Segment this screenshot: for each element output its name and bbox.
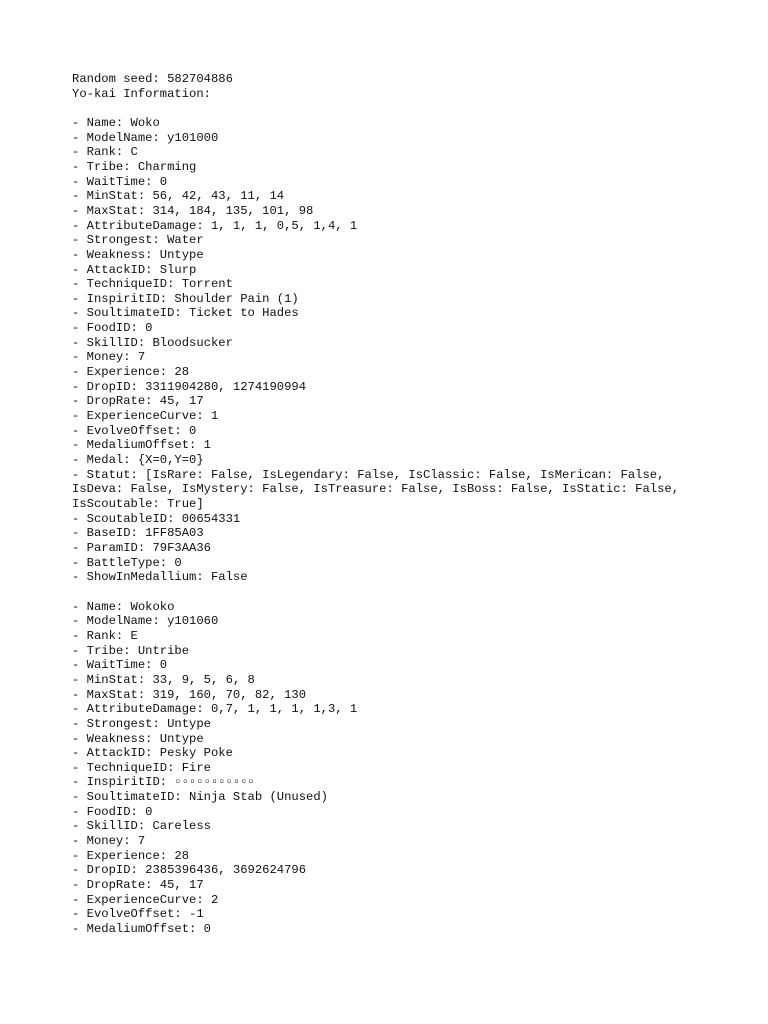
entry-line: - TechniqueID: Fire <box>72 760 211 775</box>
entry-line: - DropID: 3311904280, 1274190994 <box>72 379 307 394</box>
entry-line: - Weakness: Untype <box>72 731 204 746</box>
yokai-entry-2 <box>72 600 712 937</box>
entry-line: - Money: 7 <box>72 834 146 849</box>
entry-line: - ModelName: y101000 <box>72 130 219 145</box>
entry-line: - EvolveOffset: -1 <box>72 907 204 922</box>
entry-line: - Weakness: Untype <box>72 247 204 262</box>
entry-line: - Money: 7 <box>72 350 146 365</box>
entry-line: - Experience: 28 <box>72 365 190 380</box>
random-seed-line: Random seed: 582704886 <box>72 72 233 86</box>
entry-line: - ExperienceCurve: 2 <box>72 892 219 907</box>
entry-line: - AttributeDamage: 0,7, 1, 1, 1, 1,3, 1 <box>72 702 358 717</box>
entry-line: - InspiritID: ▫▫▫▫▫▫▫▫▫▫▫ <box>72 775 255 790</box>
entry-line: - Strongest: Water <box>72 233 204 248</box>
entry-line: - SkillID: Bloodsucker <box>72 335 233 350</box>
entry-line: - BattleType: 0 <box>72 555 182 570</box>
entry-line: - ModelName: y101060 <box>72 614 219 629</box>
entry-line: - ExperienceCurve: 1 <box>72 409 219 424</box>
entry-line: - SoultimateID: Ticket to Hades <box>72 306 299 321</box>
entry-line: - WaitTime: 0 <box>72 658 168 673</box>
entry-line: - Strongest: Untype <box>72 716 211 731</box>
entry-line: - MedaliumOffset: 1 <box>72 438 211 453</box>
spacer <box>72 101 712 116</box>
entry-line: - MinStat: 33, 9, 5, 6, 8 <box>72 672 255 687</box>
entry-line: - FoodID: 0 <box>72 321 153 336</box>
entry-line: - AttackID: Pesky Poke <box>72 746 233 761</box>
entry-line: - TechniqueID: Torrent <box>72 277 233 292</box>
document-page <box>72 72 712 937</box>
entry-line: - Tribe: Untribe <box>72 643 190 658</box>
entry-line: - Experience: 28 <box>72 848 190 863</box>
entry-line: - ShowInMedallium: False <box>72 570 248 585</box>
entry-line: - Name: Wokoko <box>72 599 175 614</box>
document-title: Yo-kai Information: <box>72 86 211 101</box>
spacer <box>72 585 712 600</box>
entry-line: - SkillID: Careless <box>72 819 211 834</box>
entry-line: - Rank: E <box>72 628 138 643</box>
entry-line: - MaxStat: 319, 160, 70, 82, 130 <box>72 687 307 702</box>
entry-line: - Rank: C <box>72 145 138 160</box>
entry-line: - WaitTime: 0 <box>72 174 168 189</box>
entry-line: - Medal: {X=0,Y=0} <box>72 453 204 468</box>
entry-line: - InspiritID: Shoulder Pain (1) <box>72 291 299 306</box>
entry-line: - EvolveOffset: 0 <box>72 423 197 438</box>
entry-line: - DropRate: 45, 17 <box>72 878 204 893</box>
entry-line: - MedaliumOffset: 0 <box>72 922 211 937</box>
entry-line: - FoodID: 0 <box>72 804 153 819</box>
entry-line: - Tribe: Charming <box>72 159 197 174</box>
yokai-entry-1 <box>72 116 712 585</box>
entry-line: - BaseID: 1FF85A03 <box>72 526 204 541</box>
entry-line: - MinStat: 56, 42, 43, 11, 14 <box>72 189 285 204</box>
statut-line: IsScoutable: True] <box>72 497 204 512</box>
statut-line: IsDeva: False, IsMystery: False, IsTreasure: False, IsBoss: False, IsStatic: False, <box>72 482 680 497</box>
entry-line: - SoultimateID: Ninja Stab (Unused) <box>72 790 328 805</box>
entry-line: - ParamID: 79F3AA36 <box>72 540 211 555</box>
entry-line: - MaxStat: 314, 184, 135, 101, 98 <box>72 203 314 218</box>
entry-line: - ScoutableID: 00654331 <box>72 511 241 526</box>
entry-line: - AttackID: Slurp <box>72 262 197 277</box>
statut-line: - Statut: [IsRare: False, IsLegendary: False, IsClassic: False, IsMerican: False, <box>72 467 665 482</box>
entry-line: - DropID: 2385396436, 3692624796 <box>72 863 307 878</box>
entry-line: - AttributeDamage: 1, 1, 1, 0,5, 1,4, 1 <box>72 218 358 233</box>
entry-line: - DropRate: 45, 17 <box>72 394 204 409</box>
entry-line: - Name: Woko <box>72 115 160 130</box>
